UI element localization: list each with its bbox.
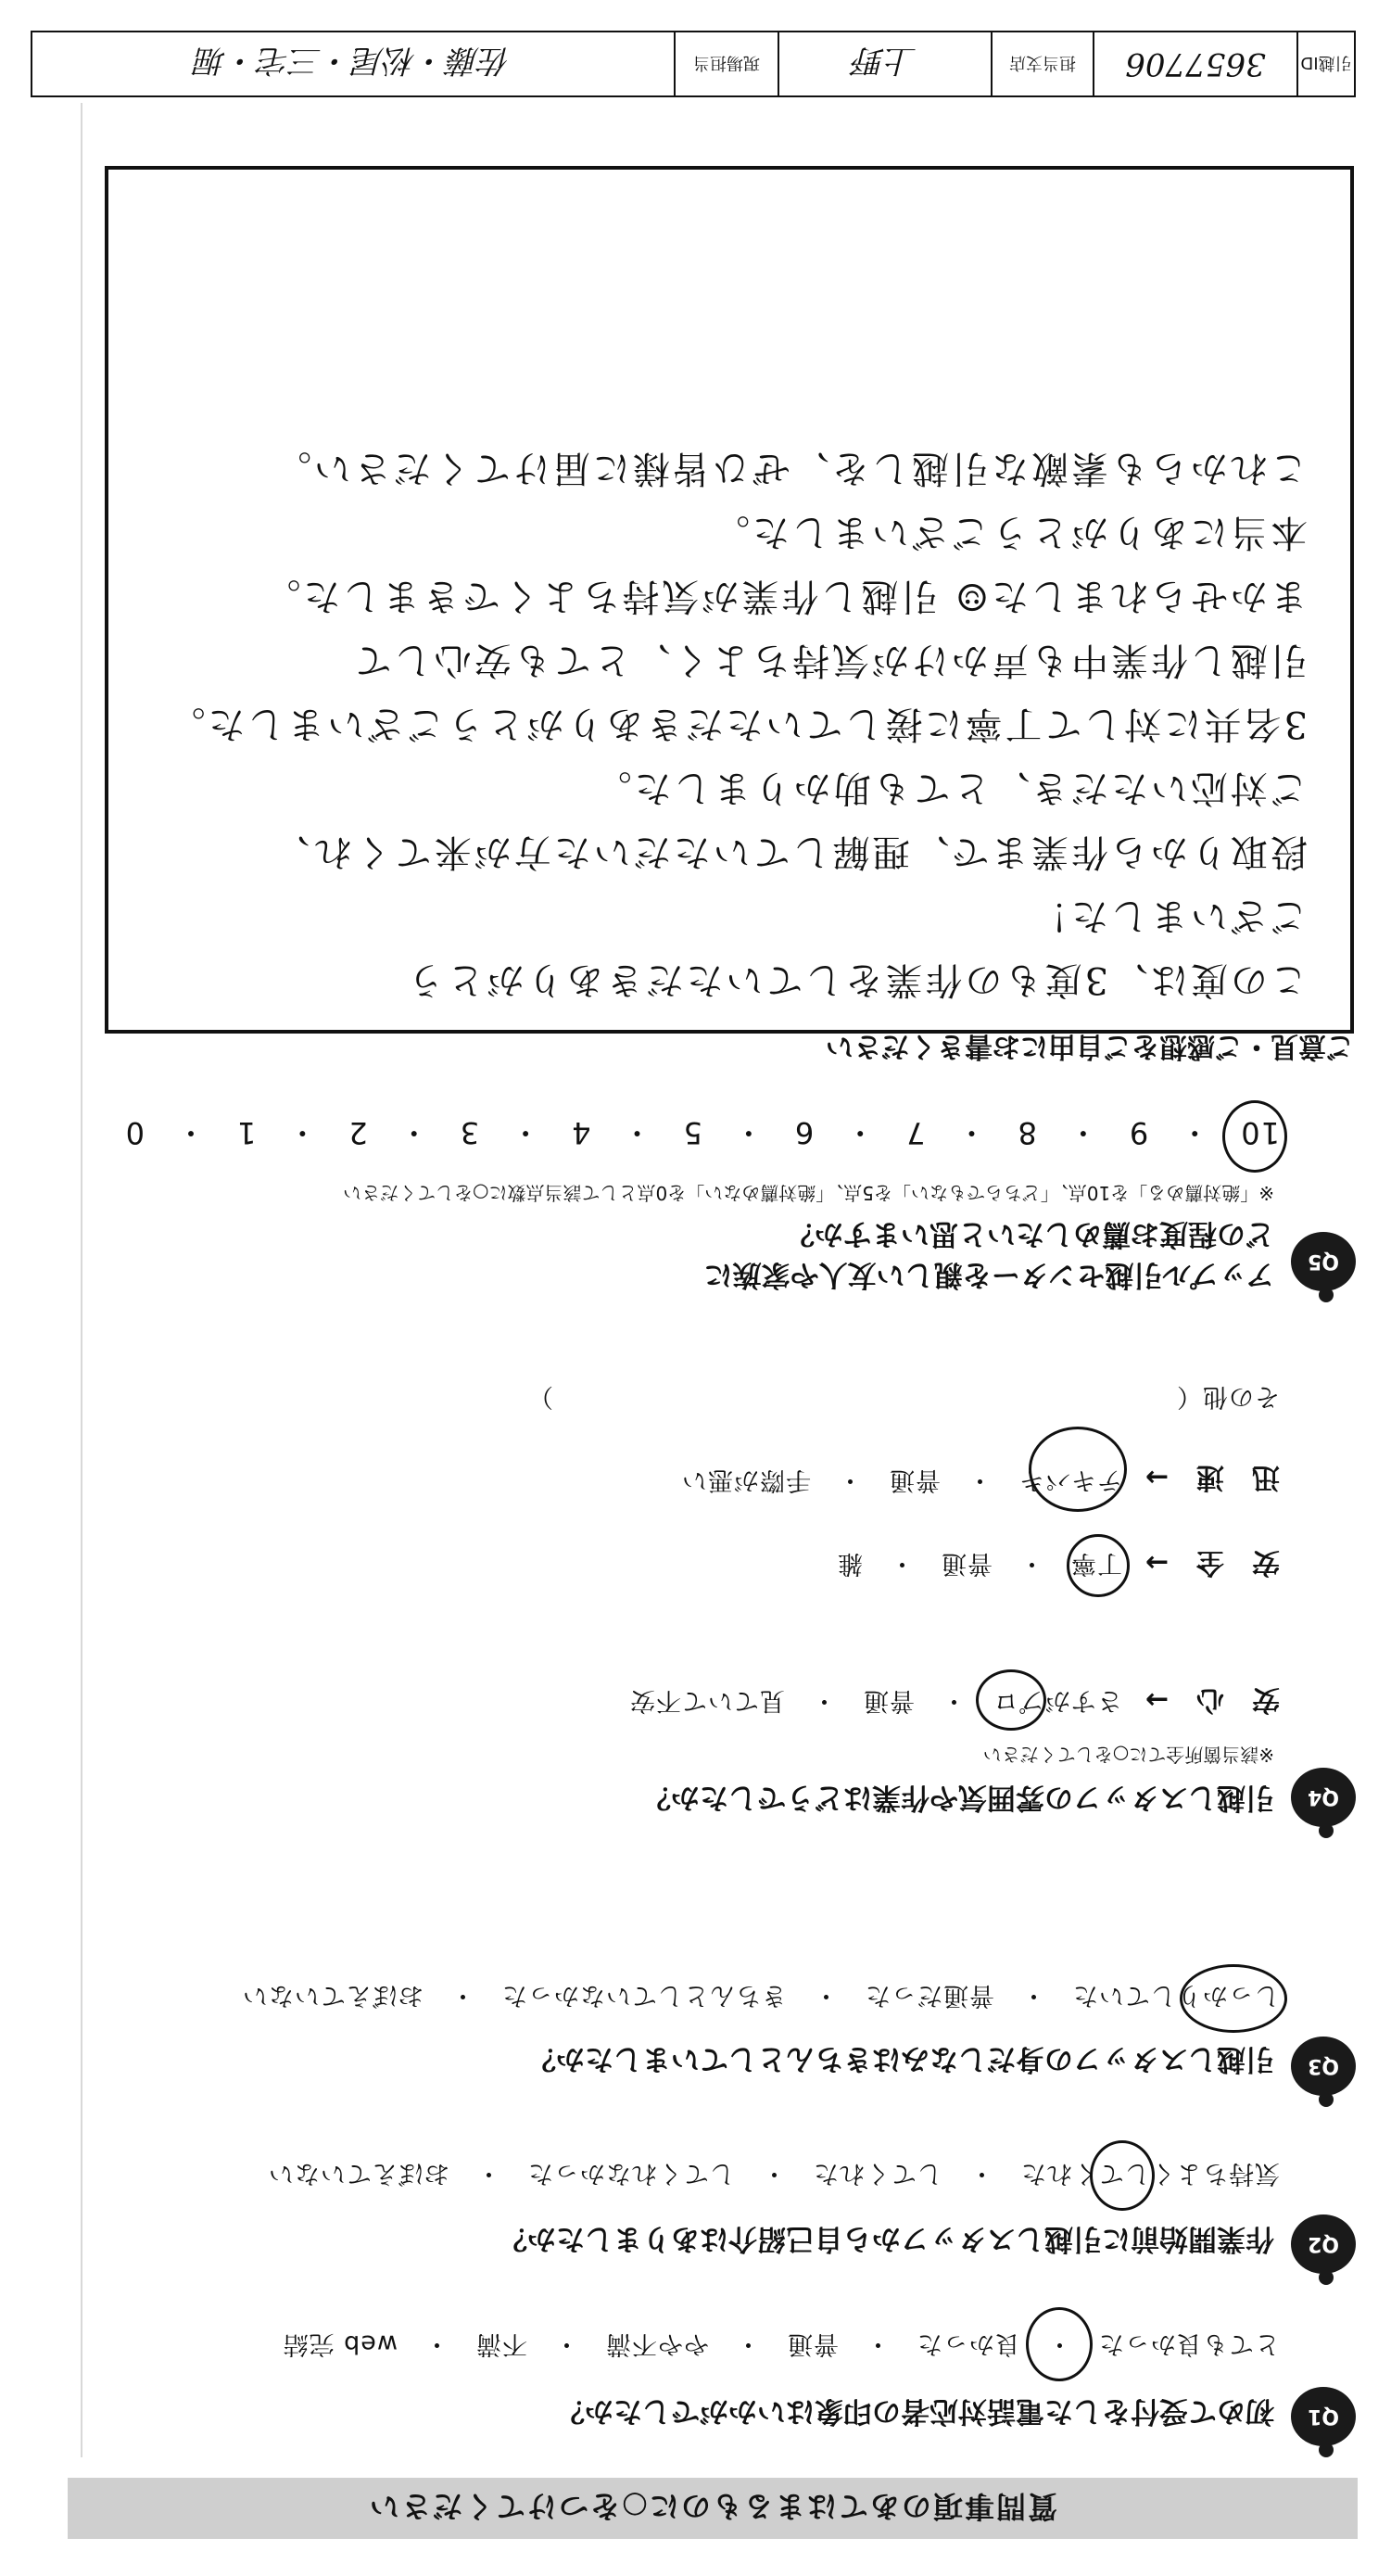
q4-category-label-anshin: 安 心 → xyxy=(1144,1683,1280,1716)
q4-category-options-jinsoku: テキパキ ・ 普通 ・ 手際が悪い xyxy=(681,1466,1122,1494)
q4-category-options-anzen: 丁寧 ・ 普通 ・ 雑 xyxy=(837,1549,1122,1578)
comment-line: これからも素敵な引越しを、ぜひ皆様に届けてください。 xyxy=(272,447,1308,489)
q4-other-field[interactable]: その他（ ） xyxy=(527,1382,1280,1411)
q4-anzen-circle[interactable] xyxy=(1067,1534,1130,1597)
q4-anshin-circle[interactable] xyxy=(976,1669,1046,1731)
instructions-banner: 質問事項のあてはまるものに○をつけてください xyxy=(68,2478,1358,2539)
q5-answer-circle[interactable] xyxy=(1222,1100,1287,1173)
comment-line: 引越し作業中も声かけが気持ちよく、とても安心して xyxy=(351,639,1308,681)
comment-line: ご対応いただき、とても助かりました。 xyxy=(591,767,1308,809)
q5-note: ※「絶対薦める」を10点、「どちらでもない」を5点、「絶対薦めない」を0点として該当点数に○をしてください xyxy=(343,1182,1274,1204)
q2-text: 作業開始前に引越しスタッフから自己紹介はありましたか？ xyxy=(499,2222,1274,2255)
q4-jinsoku-circle[interactable] xyxy=(1029,1427,1127,1512)
comment-heading: ご意見・ご感想をご自由にお書きください xyxy=(826,1030,1354,1062)
q1-answer-circle[interactable] xyxy=(1026,2307,1093,2381)
comment-line: 本当にありがとうございました。 xyxy=(710,511,1308,553)
q1-badge: Q1 xyxy=(1291,2387,1356,2446)
q2-options: 気持ちよくしてくれた ・ してくれた ・ してくれなかった ・ おぼえていない xyxy=(268,2159,1280,2188)
q3-badge: Q3 xyxy=(1291,2037,1356,2096)
move-id-label: 引越ID xyxy=(1296,32,1354,95)
q4-note: ※該当箇所全てに○をしてください xyxy=(982,1744,1274,1766)
comment-line: まかせられました☺ 引越し作業が気持ちよくできました。 xyxy=(260,575,1308,617)
comment-line: この度は、3度もの作業をしていただきありがとう xyxy=(404,958,1308,1001)
q4-text: 引越しスタッフの雰囲気や作業はどうでしたか？ xyxy=(642,1781,1274,1814)
q1-text: 初めて受付をした電話対応者の印象はいかがでしたか？ xyxy=(556,2394,1274,2428)
staff-info-table xyxy=(31,31,1356,97)
q2-answer-circle[interactable] xyxy=(1090,2140,1155,2211)
q4-category-label-jinsoku: 迅 速 → xyxy=(1144,1461,1280,1493)
branch-value: 上野 xyxy=(778,32,991,95)
q4-badge: Q4 xyxy=(1291,1768,1356,1827)
q5-scale: 10 ・ 9 ・ 8 ・ 7 ・ 6 ・ 5 ・ 4 ・ 3 ・ 2 ・ 1 ・ 0 xyxy=(124,1115,1280,1150)
q5-badge: Q5 xyxy=(1291,1232,1356,1291)
branch-label: 担当支店 xyxy=(991,32,1093,95)
comment-line: 段取りから作業まで、理解していただいた方が来てくれ、 xyxy=(270,831,1308,873)
q1-options: とても良かった ・ 良かった ・ 普通 ・ やや不満 ・ 不満 ・ web 完結 xyxy=(282,2329,1280,2358)
q5-text-line2: どの程度お薦めしたいと思いますか？ xyxy=(786,1217,1274,1250)
comment-line: ございました！ xyxy=(1029,895,1308,937)
q2-badge: Q2 xyxy=(1291,2214,1356,2274)
staff-value: 佐藤・松尾・三宅・堀 xyxy=(196,42,511,80)
comment-line: 3名共に対して丁寧に接していただきありがとうございました。 xyxy=(165,703,1308,745)
q4-category-options-anshin: さすがプロ ・ 普通 ・ 見ていて不安 xyxy=(629,1686,1122,1715)
q4-category-label-anzen: 安 全 → xyxy=(1144,1546,1280,1579)
fold-line xyxy=(81,103,82,2457)
staff-label: 現場担当 xyxy=(674,32,778,95)
q3-options: しっかりしていた ・ 普通だった ・ きちんとしていなかった ・ おぼえていない xyxy=(242,1981,1280,2010)
comment-handwriting xyxy=(121,436,1308,1011)
q3-text: 引越しスタッフの身だしなみはきちんとしていましたか？ xyxy=(527,2042,1274,2075)
q3-answer-circle[interactable] xyxy=(1180,1964,1287,2033)
q5-text-line1: アップル引越センターを親しい友人や家族に xyxy=(703,1258,1274,1291)
move-id-value: 3657706 xyxy=(1093,32,1296,95)
